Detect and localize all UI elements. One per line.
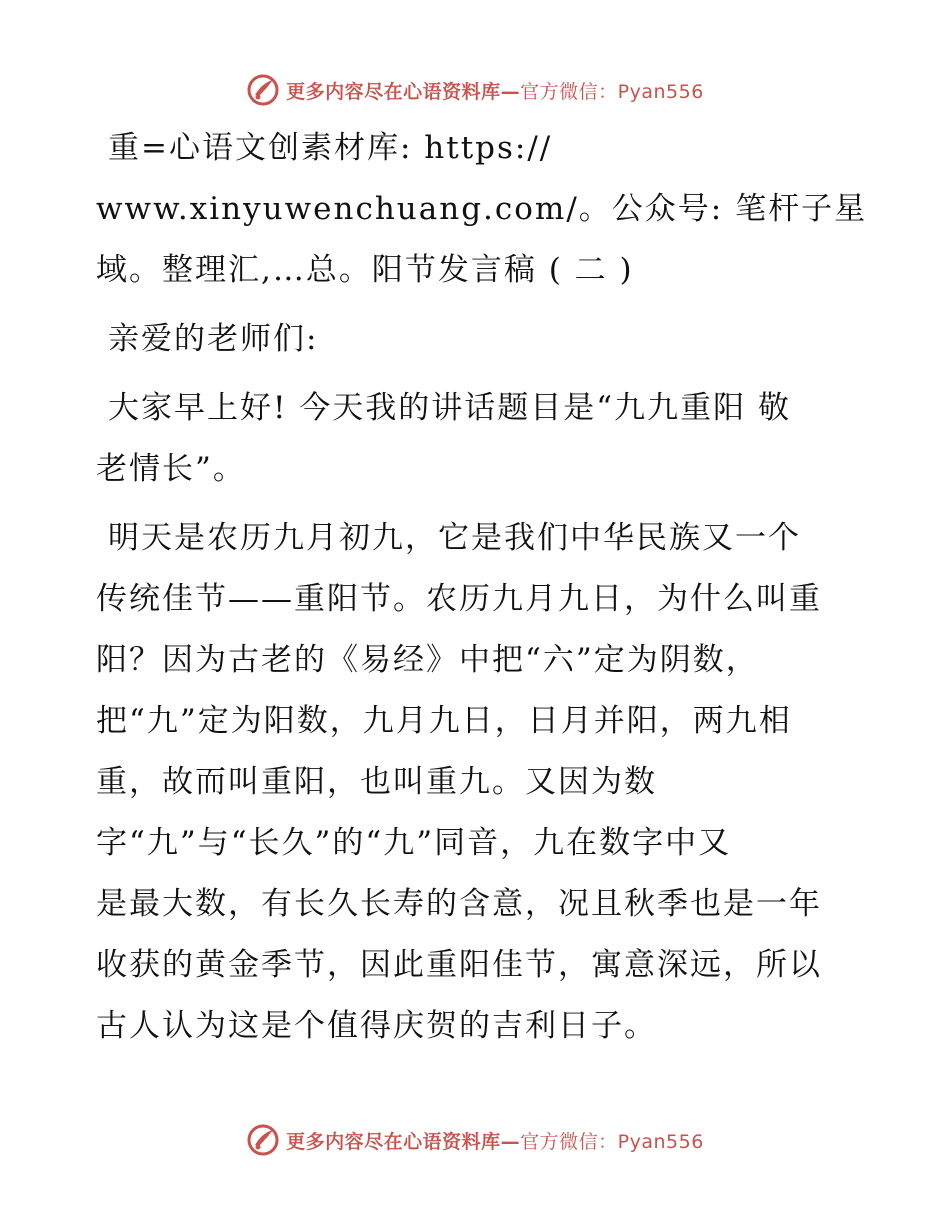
paragraph-intro [96, 378, 856, 500]
text-line: 域。整理汇,…总。阳节发言稿 ( 二 ) [96, 252, 634, 288]
text-line: 亲爱的老师们: [108, 321, 319, 357]
banner-text [286, 1127, 704, 1154]
text-line: 大家早上好! 今天我的讲话题目是“九九重阳 敬 [108, 390, 792, 426]
paragraph-body [96, 508, 856, 1057]
banner-contact: 官方微信：Pyan556 [520, 1130, 704, 1153]
text-line: 收获的黄金季节，因此重阳佳节，寓意深远，所以 [96, 947, 822, 983]
document-body [96, 118, 868, 1065]
banner-contact: 官方微信：Pyan556 [520, 80, 704, 103]
text-line: 阳？因为古老的《易经》中把“六”定为阴数， [96, 642, 759, 678]
text-line: 重=心语文创素材库: https:// [108, 130, 553, 166]
brush-logo-icon [246, 1123, 280, 1157]
text-line: 字“九”与“长久”的“九”同音，九在数字中又 [96, 825, 732, 861]
brush-logo-icon [246, 73, 280, 107]
text-line: 老情长”。 [96, 451, 246, 487]
text-line: 明天是农历九月初九，它是我们中华民族又一个 [108, 520, 801, 556]
header-banner [0, 70, 950, 110]
footer-banner [0, 1120, 950, 1160]
banner-title: 更多内容尽在心语资料库— [286, 1130, 521, 1153]
paragraph-greeting [96, 309, 856, 370]
text-line: 古人认为这是个值得庆贺的吉利日子。 [96, 1008, 657, 1044]
paragraph-source [96, 118, 868, 301]
text-line: 是最大数，有长久长寿的含意，况且秋季也是一年 [96, 886, 822, 922]
banner-text [286, 77, 704, 104]
banner-title: 更多内容尽在心语资料库— [286, 80, 521, 103]
text-line: 传统佳节——重阳节。农历九月九日，为什么叫重 [96, 581, 822, 617]
text-line: www.xinyuwenchuang.com/。公众号: 笔杆子星 [96, 191, 868, 227]
text-line: 把“九”定为阳数，九月九日，日月并阳，两九相 [96, 703, 792, 739]
text-line: 重，故而叫重阳，也叫重九。又因为数 [96, 764, 657, 800]
